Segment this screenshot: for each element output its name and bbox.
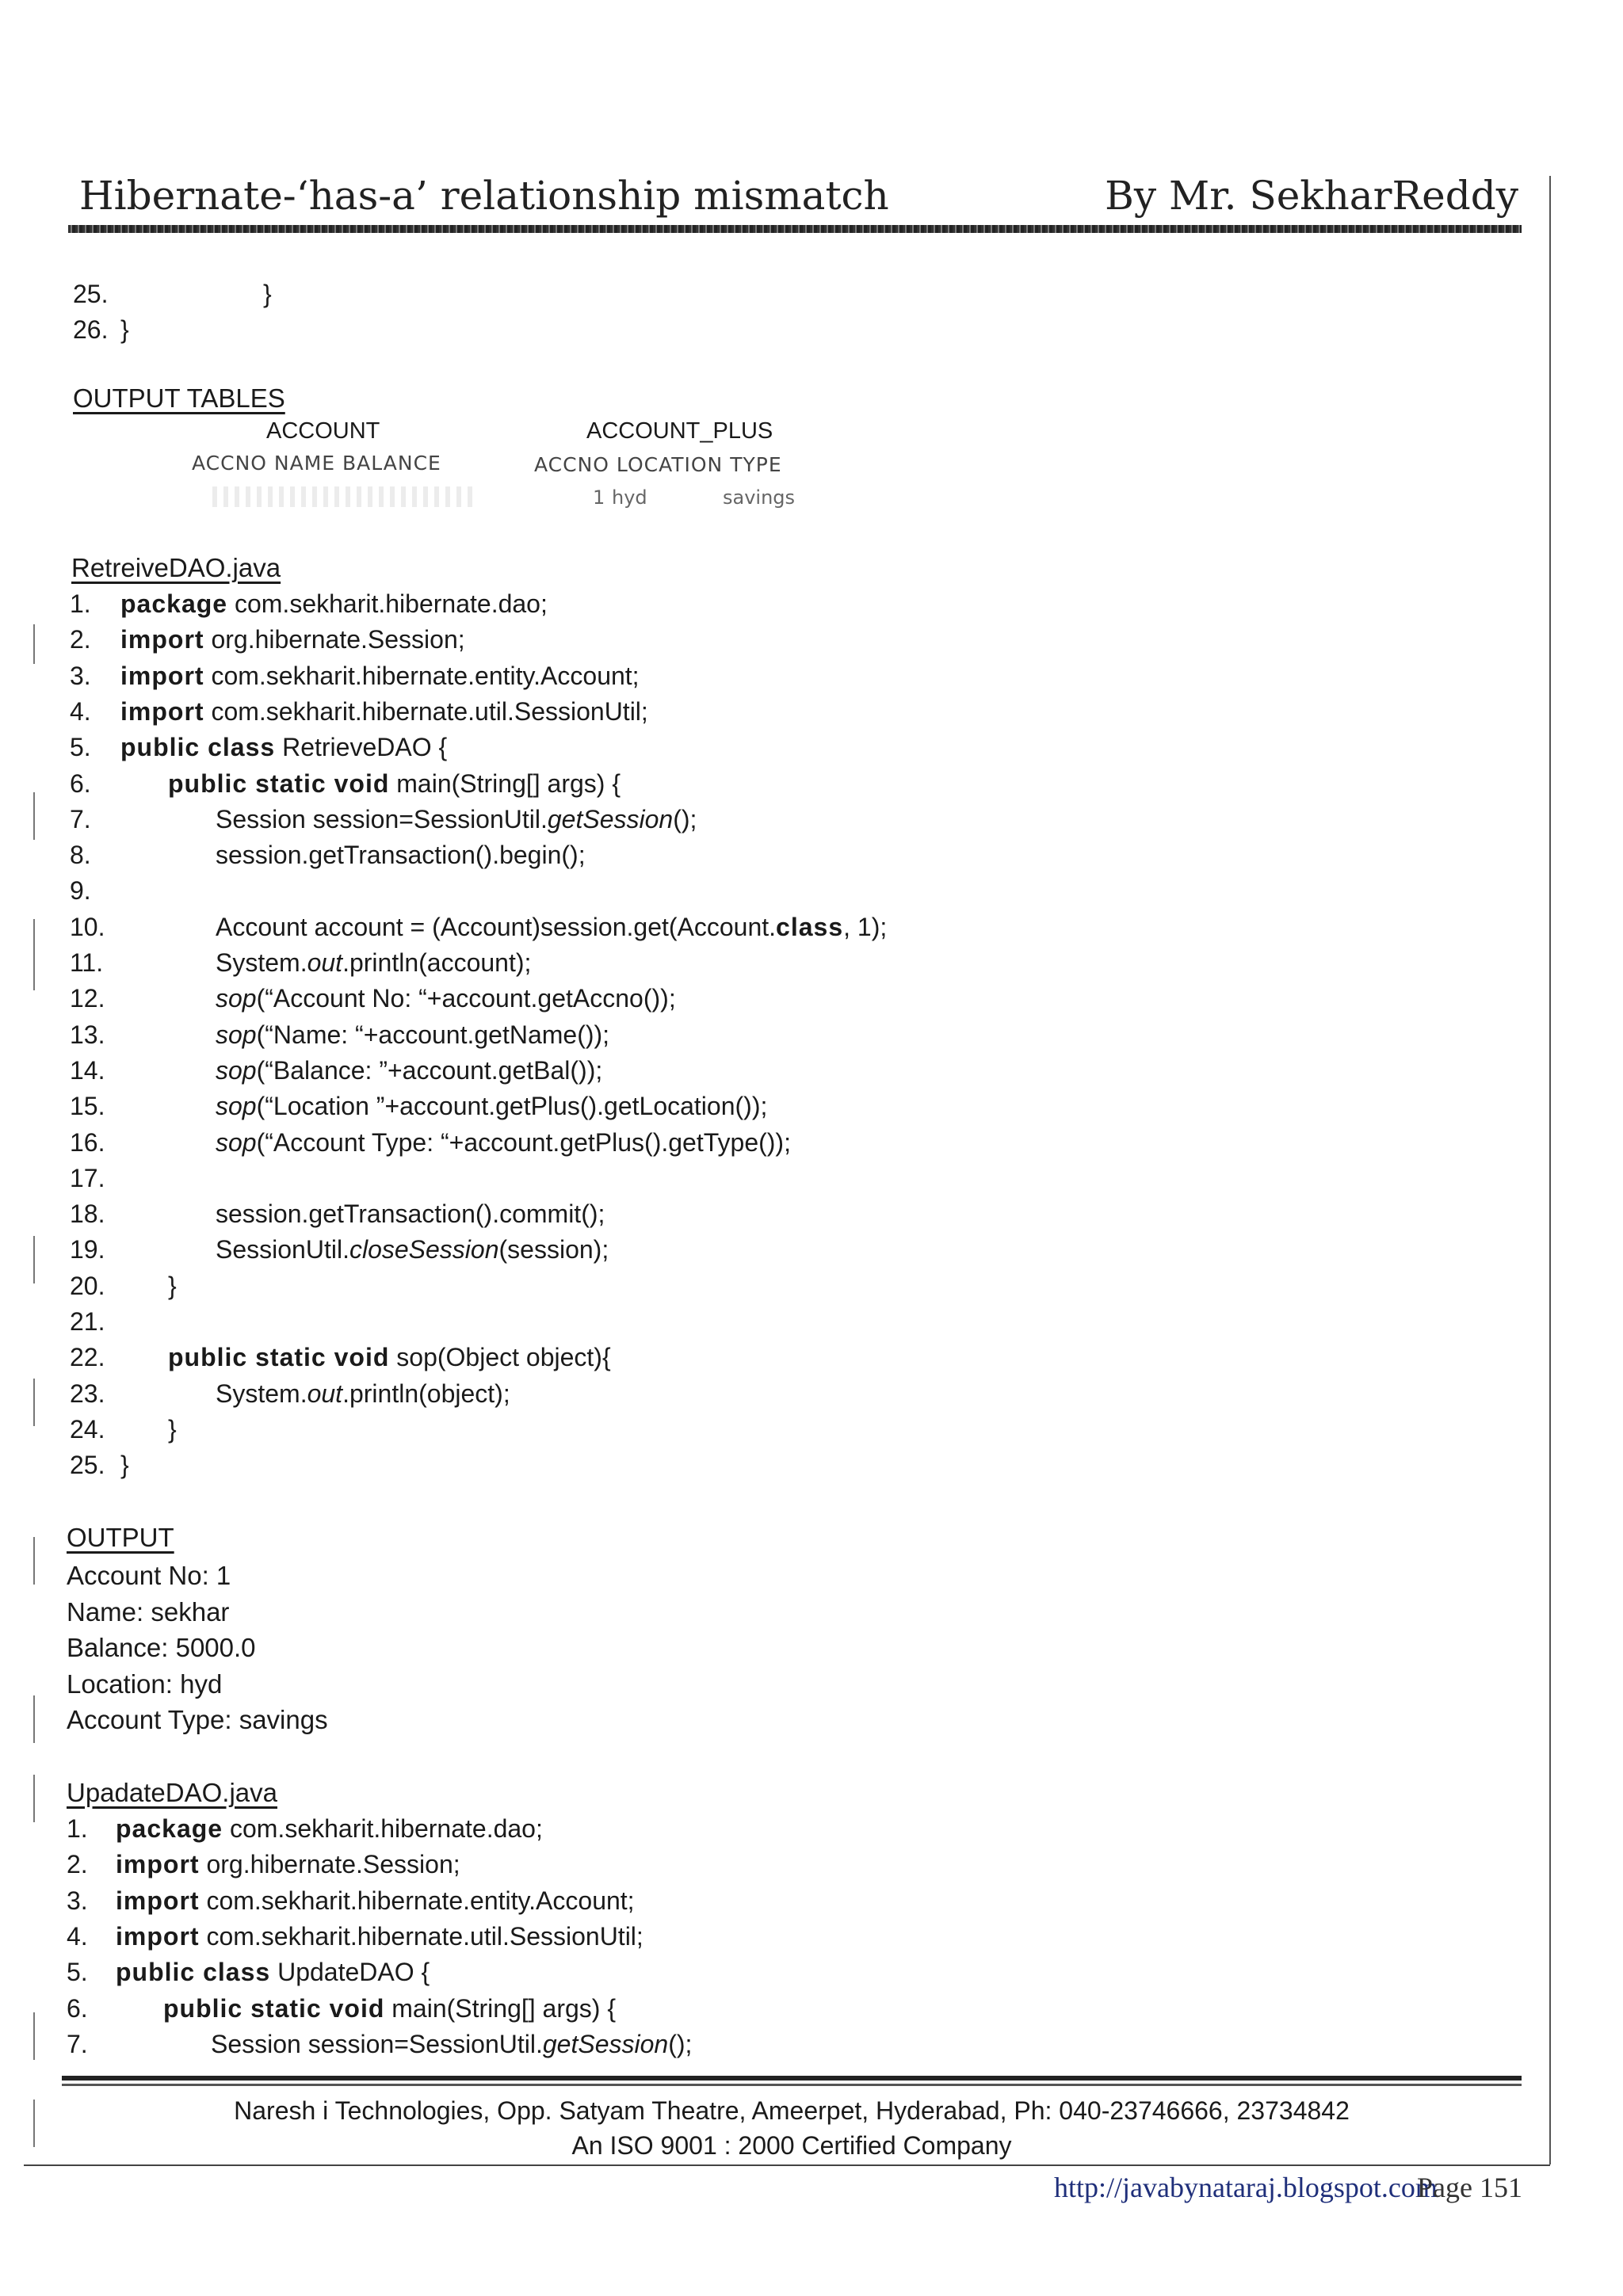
line-number: 3. bbox=[67, 1886, 88, 1915]
line-number: 6. bbox=[67, 1993, 88, 2023]
code-fragment: com.sekharit.hibernate.dao; bbox=[227, 589, 548, 618]
code-italic: out bbox=[307, 1379, 343, 1408]
line-number: 16. bbox=[70, 1127, 105, 1157]
code-italic: sop bbox=[216, 984, 257, 1013]
code-text bbox=[116, 1816, 543, 1841]
code-italic: getSession bbox=[542, 2029, 669, 2058]
code-fragment: } bbox=[168, 1271, 177, 1300]
code-fragment: (“Account Type: “+account.getPlus().getType()); bbox=[256, 1127, 791, 1157]
code-text bbox=[116, 1959, 430, 1985]
scan-mark bbox=[33, 1236, 35, 1283]
scan-mark bbox=[33, 2100, 35, 2147]
code-text bbox=[120, 591, 548, 616]
code-fragment: SessionUtil. bbox=[216, 1235, 349, 1264]
code-fragment: com.sekharit.hibernate.util.SessionUtil; bbox=[199, 1921, 643, 1951]
code-text bbox=[168, 1414, 177, 1444]
code-keyword: import bbox=[120, 696, 204, 726]
code-text bbox=[216, 1022, 609, 1047]
page-right-border bbox=[1549, 176, 1551, 2164]
code-fragment: com.sekharit.hibernate.dao; bbox=[223, 1814, 543, 1843]
code-fragment: System. bbox=[216, 948, 307, 977]
line-number: 5. bbox=[70, 733, 91, 762]
footer-address: Naresh i Technologies, Opp. Satyam Theatre, Ameerpet, Hyderabad, Ph: 040-23746666, 23734842 bbox=[234, 2096, 1350, 2125]
header-rule bbox=[68, 225, 1522, 233]
code-fragment: (session); bbox=[498, 1235, 609, 1264]
code-keyword: package bbox=[120, 589, 228, 618]
code-fragment: Session session=SessionUtil. bbox=[216, 804, 548, 833]
line-number: 2. bbox=[67, 1850, 88, 1879]
account-plus-cell-location: hyd bbox=[612, 486, 647, 509]
code-fragment: com.sekharit.hibernate.entity.Account; bbox=[199, 1886, 635, 1915]
line-number: 9. bbox=[70, 876, 91, 906]
code-text bbox=[216, 1381, 510, 1406]
output-tables-heading: OUTPUT TABLES bbox=[73, 383, 285, 413]
page-header-title: Hibernate-‘has-a’ relationship mismatch bbox=[79, 173, 889, 219]
code-text bbox=[211, 2031, 692, 2057]
account-plus-cell-type: savings bbox=[723, 486, 796, 509]
line-number: 10. bbox=[70, 912, 105, 941]
code-fragment: Session session=SessionUtil. bbox=[211, 2029, 543, 2058]
code-text bbox=[216, 1199, 605, 1229]
page-number: Page 151 bbox=[1417, 2172, 1522, 2203]
account-table-empty-row bbox=[212, 486, 474, 507]
code-keyword: public static void bbox=[168, 1343, 390, 1372]
code-keyword: public static void bbox=[168, 769, 390, 798]
code-fragment: UpdateDAO { bbox=[270, 1958, 430, 1987]
output-heading: OUTPUT bbox=[67, 1523, 174, 1552]
code-text bbox=[216, 986, 676, 1011]
code-keyword: import bbox=[116, 1850, 200, 1879]
code-fragment: main(String[] args) { bbox=[384, 1993, 617, 2023]
code-italic: sop bbox=[216, 1092, 257, 1121]
line-number: 25. bbox=[73, 280, 109, 308]
scan-mark bbox=[33, 624, 35, 664]
code-text bbox=[116, 1888, 635, 1913]
line-number: 24. bbox=[70, 1414, 105, 1444]
code-text bbox=[168, 771, 621, 796]
line-number: 19. bbox=[70, 1235, 105, 1264]
code-fragment: main(String[] args) { bbox=[389, 769, 621, 798]
code-keyword: import bbox=[116, 1921, 200, 1951]
code-italic: sop bbox=[216, 1055, 257, 1085]
code-text bbox=[216, 950, 531, 975]
code-fragment: com.sekharit.hibernate.entity.Account; bbox=[204, 661, 640, 690]
line-number: 2. bbox=[70, 625, 91, 654]
scan-mark bbox=[33, 1537, 35, 1585]
code-keyword: public class bbox=[120, 733, 276, 762]
code-fragment: com.sekharit.hibernate.util.SessionUtil; bbox=[204, 696, 648, 726]
line-number: 25. bbox=[70, 1451, 105, 1480]
line-number: 1. bbox=[70, 589, 91, 618]
update-filename: UpadateDAO.java bbox=[67, 1778, 277, 1807]
scan-mark bbox=[33, 919, 35, 990]
code-fragment: System. bbox=[216, 1379, 307, 1408]
line-number: 18. bbox=[70, 1199, 105, 1229]
code-fragment: org.hibernate.Session; bbox=[199, 1850, 460, 1879]
output-line: Location: hyd bbox=[67, 1669, 223, 1699]
account-plus-table-title: ACCOUNT_PLUS bbox=[586, 418, 773, 444]
code-keyword: import bbox=[116, 1886, 200, 1915]
scan-mark bbox=[33, 1379, 35, 1426]
footer-rule-thin bbox=[62, 2084, 1522, 2086]
line-number: 17. bbox=[70, 1163, 105, 1192]
code-text bbox=[116, 1921, 643, 1951]
output-line: Account Type: savings bbox=[67, 1705, 328, 1734]
code-text bbox=[216, 1055, 603, 1085]
code-fragment: .println(account); bbox=[342, 948, 532, 977]
code-fragment: RetrieveDAO { bbox=[275, 733, 448, 762]
output-line: Balance: 5000.0 bbox=[67, 1633, 256, 1662]
code-fragment: .println(object); bbox=[342, 1379, 510, 1408]
line-number: 4. bbox=[70, 696, 91, 726]
account-table-columns: ACCNO NAME BALANCE bbox=[192, 452, 441, 475]
code-text bbox=[120, 696, 648, 726]
output-line: Account No: 1 bbox=[67, 1561, 231, 1590]
scan-mark bbox=[33, 1695, 35, 1743]
code-fragment: Account account = (Account)session.get(Account. bbox=[216, 912, 777, 941]
code-fragment: (“Account No: “+account.getAccno()); bbox=[256, 984, 676, 1013]
line-number: 13. bbox=[70, 1020, 105, 1049]
page-header-author: By Mr. SekharReddy bbox=[1105, 173, 1518, 219]
code-fragment: , 1); bbox=[843, 912, 888, 941]
code-fragment: (); bbox=[673, 804, 697, 833]
line-number: 22. bbox=[70, 1343, 105, 1372]
line-number: 1. bbox=[67, 1814, 88, 1843]
scan-mark bbox=[33, 792, 35, 840]
code-keyword: import bbox=[120, 661, 204, 690]
line-number: 20. bbox=[70, 1271, 105, 1300]
line-number: 5. bbox=[67, 1958, 88, 1987]
code-text bbox=[216, 842, 586, 868]
code-text bbox=[216, 1127, 791, 1157]
code-text bbox=[120, 734, 447, 760]
output-line: Name: sekhar bbox=[67, 1596, 230, 1627]
line-number: 8. bbox=[70, 841, 91, 870]
account-table-title: ACCOUNT bbox=[266, 418, 380, 444]
code-italic: out bbox=[307, 948, 343, 977]
scan-mark bbox=[33, 2012, 35, 2060]
code-keyword: public class bbox=[116, 1958, 271, 1987]
code-text: } bbox=[120, 315, 129, 344]
code-keyword: public static void bbox=[163, 1993, 385, 2023]
code-fragment: (); bbox=[668, 2029, 693, 2058]
code-fragment: } bbox=[168, 1414, 177, 1444]
account-plus-cell-accno: 1 bbox=[593, 486, 605, 509]
scan-mark bbox=[33, 1775, 35, 1822]
code-text bbox=[163, 1993, 617, 2023]
code-text bbox=[120, 1452, 129, 1478]
code-text bbox=[120, 663, 640, 688]
code-keyword: package bbox=[116, 1814, 223, 1843]
code-italic: closeSession bbox=[349, 1235, 499, 1264]
line-number: 21. bbox=[70, 1307, 105, 1336]
line-number: 4. bbox=[67, 1921, 88, 1951]
code-keyword: import bbox=[120, 625, 204, 654]
code-text bbox=[168, 1344, 611, 1370]
line-number: 14. bbox=[70, 1055, 105, 1085]
line-number: 12. bbox=[70, 984, 105, 1013]
line-number: 15. bbox=[70, 1092, 105, 1121]
code-fragment: org.hibernate.Session; bbox=[204, 625, 465, 654]
footer-bottom-rule bbox=[24, 2164, 1550, 2166]
code-text bbox=[168, 1273, 177, 1299]
footer-certification: An ISO 9001 : 2000 Certified Company bbox=[571, 2131, 1012, 2160]
line-number: 7. bbox=[70, 804, 91, 833]
code-fragment: (“Name: “+account.getName()); bbox=[256, 1020, 610, 1049]
code-text bbox=[216, 914, 887, 940]
code-fragment: } bbox=[120, 1451, 129, 1480]
footer-rule bbox=[62, 2076, 1522, 2081]
code-fragment: session.getTransaction().commit(); bbox=[216, 1199, 605, 1229]
code-fragment: sop(Object object){ bbox=[389, 1343, 611, 1372]
code-italic: sop bbox=[216, 1127, 257, 1157]
code-text bbox=[216, 804, 697, 833]
code-text bbox=[216, 1093, 767, 1119]
code-fragment: (“Balance: ”+account.getBal()); bbox=[256, 1055, 603, 1085]
line-number: 7. bbox=[67, 2029, 88, 2058]
code-text bbox=[120, 627, 465, 652]
code-italic: getSession bbox=[547, 804, 674, 833]
retrieve-filename: RetreiveDAO.java bbox=[71, 553, 281, 582]
code-text bbox=[116, 1852, 460, 1877]
code-text: } bbox=[263, 280, 272, 308]
line-number: 11. bbox=[70, 948, 104, 977]
line-number: 26. bbox=[73, 315, 109, 344]
code-italic: sop bbox=[216, 1020, 257, 1049]
code-fragment: session.getTransaction().begin(); bbox=[216, 841, 586, 870]
code-text bbox=[216, 1237, 609, 1262]
source-url: http://javabynataraj.blogspot.com bbox=[1054, 2172, 1438, 2203]
code-fragment: (“Location ”+account.getPlus().getLocation()); bbox=[256, 1092, 768, 1121]
line-number: 3. bbox=[70, 661, 91, 690]
code-keyword: class bbox=[776, 912, 844, 941]
line-number: 6. bbox=[70, 769, 91, 798]
line-number: 23. bbox=[70, 1379, 105, 1408]
account-plus-table-columns: ACCNO LOCATION TYPE bbox=[534, 453, 782, 476]
